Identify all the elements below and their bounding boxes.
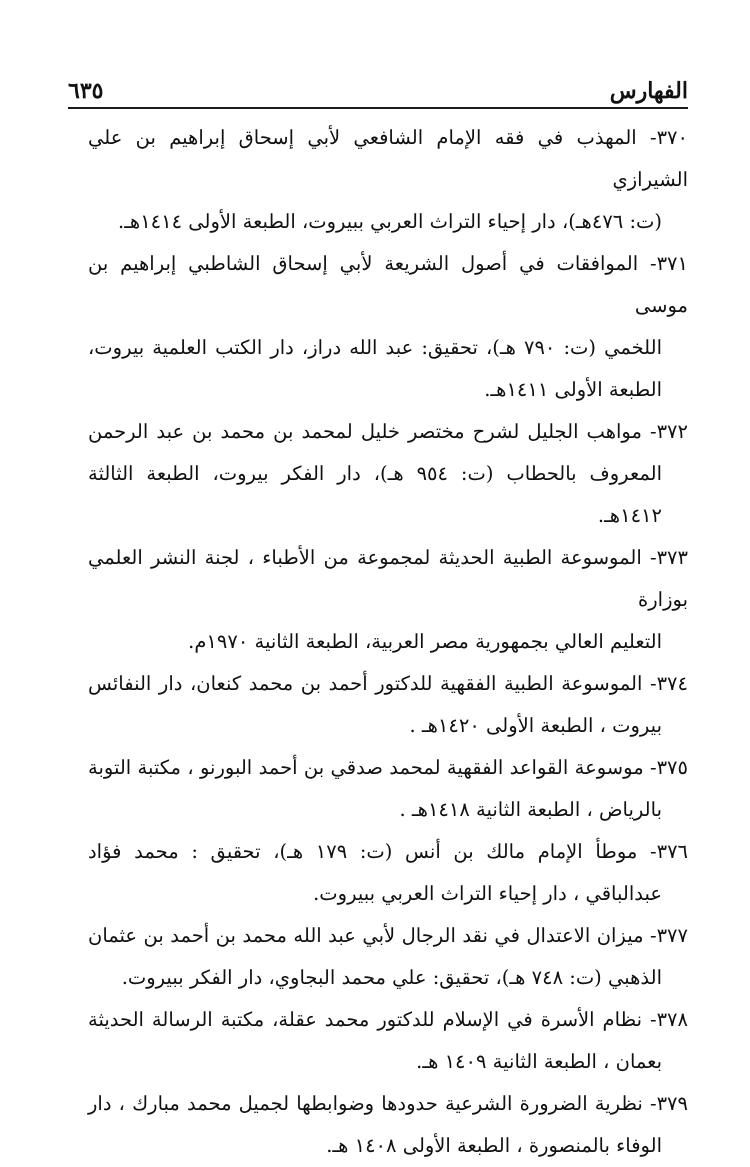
page-number: ٦٣٥ [68, 78, 104, 104]
entry-first-line: ٣٧٧- ميزان الاعتدال في نقد الرجال لأبي عبد الله محمد بن أحمد بن عثمان [88, 924, 688, 947]
bibliography-list [88, 117, 688, 1167]
entry-first-line: ٣٧٩- نظرية الضرورة الشرعية حدودها وضوابطها لجميل محمد مبارك ، دار [88, 1092, 688, 1115]
entry-first-line: ٣٧٥- موسوعة القواعد الفقهية لمحمد صدقي بن أحمد البورنو ، مكتبة التوبة [88, 756, 688, 779]
bibliography-entry [88, 117, 688, 243]
page-header [68, 70, 688, 104]
entry-continuation: الوفاء بالمنصورة ، الطبعة الأولى ١٤٠٨ هـ. [326, 1134, 662, 1157]
entry-continuation: بعمان ، الطبعة الثانية ١٤٠٩ هـ. [416, 1050, 662, 1073]
bibliography-entry [88, 663, 688, 747]
entry-first-line: ٣٧٣- الموسوعة الطبية الحديثة لمجموعة من الأطباء ، لجنة النشر العلمي بوزارة [88, 546, 688, 611]
bibliography-entry [88, 831, 688, 915]
entry-continuation: بالرياض ، الطبعة الثانية ١٤١٨هـ . [399, 798, 662, 821]
entry-first-line: ٣٧٦- موطأ الإمام مالك بن أنس (ت: ١٧٩ هـ)، تحقيق : محمد فؤاد [88, 840, 689, 863]
entry-continuation: الذهبي (ت: ٧٤٨ هـ)، تحقيق: علي محمد البجاوي، دار الفكر ببيروت. [121, 966, 662, 989]
bibliography-entry [88, 243, 688, 411]
entry-continuation: المعروف بالحطاب (ت: ٩٥٤ هـ)، دار الفكر بيروت، الطبعة الثالثة ١٤١٢هـ. [88, 462, 662, 527]
entry-first-line: ٣٧٤- الموسوعة الطبية الفقهية للدكتور أحمد بن محمد كنعان، دار النفائس [88, 672, 688, 695]
bibliography-entry [88, 999, 688, 1083]
bibliography-entry [88, 915, 688, 999]
entry-first-line: ٣٧١- الموافقات في أصول الشريعة لأبي إسحاق الشاطبي إبراهيم بن موسى [88, 252, 688, 317]
entry-continuation: (ت: ٤٧٦هـ)، دار إحياء التراث العربي ببيروت، الطبعة الأولى ١٤١٤هـ. [118, 210, 662, 233]
entry-first-line: ٣٧٢- مواهب الجليل لشرح مختصر خليل لمحمد بن محمد بن عبد الرحمن [88, 420, 688, 443]
header-rule [68, 107, 688, 109]
bibliography-entry [88, 537, 688, 663]
entry-first-line: ٣٧٨- نظام الأسرة في الإسلام للدكتور محمد عقلة، مكتبة الرسالة الحديثة [88, 1008, 688, 1031]
bibliography-entry [88, 411, 688, 537]
entry-continuation: عبدالباقي ، دار إحياء التراث العربي ببيروت. [313, 882, 662, 905]
page-title: الفهارس [609, 78, 688, 104]
entry-continuation: اللخمي (ت: ٧٩٠ هـ)، تحقيق: عبد الله دراز، دار الكتب العلمية بيروت، الطبعة الأولى ١٤١١هـ. [88, 336, 662, 401]
bibliography-entry [88, 1083, 688, 1167]
bibliography-entry [88, 747, 688, 831]
entry-continuation: التعليم العالي بجمهورية مصر العربية، الطبعة الثانية ١٩٧٠م. [188, 630, 662, 653]
entry-continuation: بيروت ، الطبعة الأولى ١٤٢٠هـ . [409, 714, 662, 737]
entry-first-line: ٣٧٠- المهذب في فقه الإمام الشافعي لأبي إسحاق إبراهيم بن علي الشيرازي [88, 126, 688, 191]
